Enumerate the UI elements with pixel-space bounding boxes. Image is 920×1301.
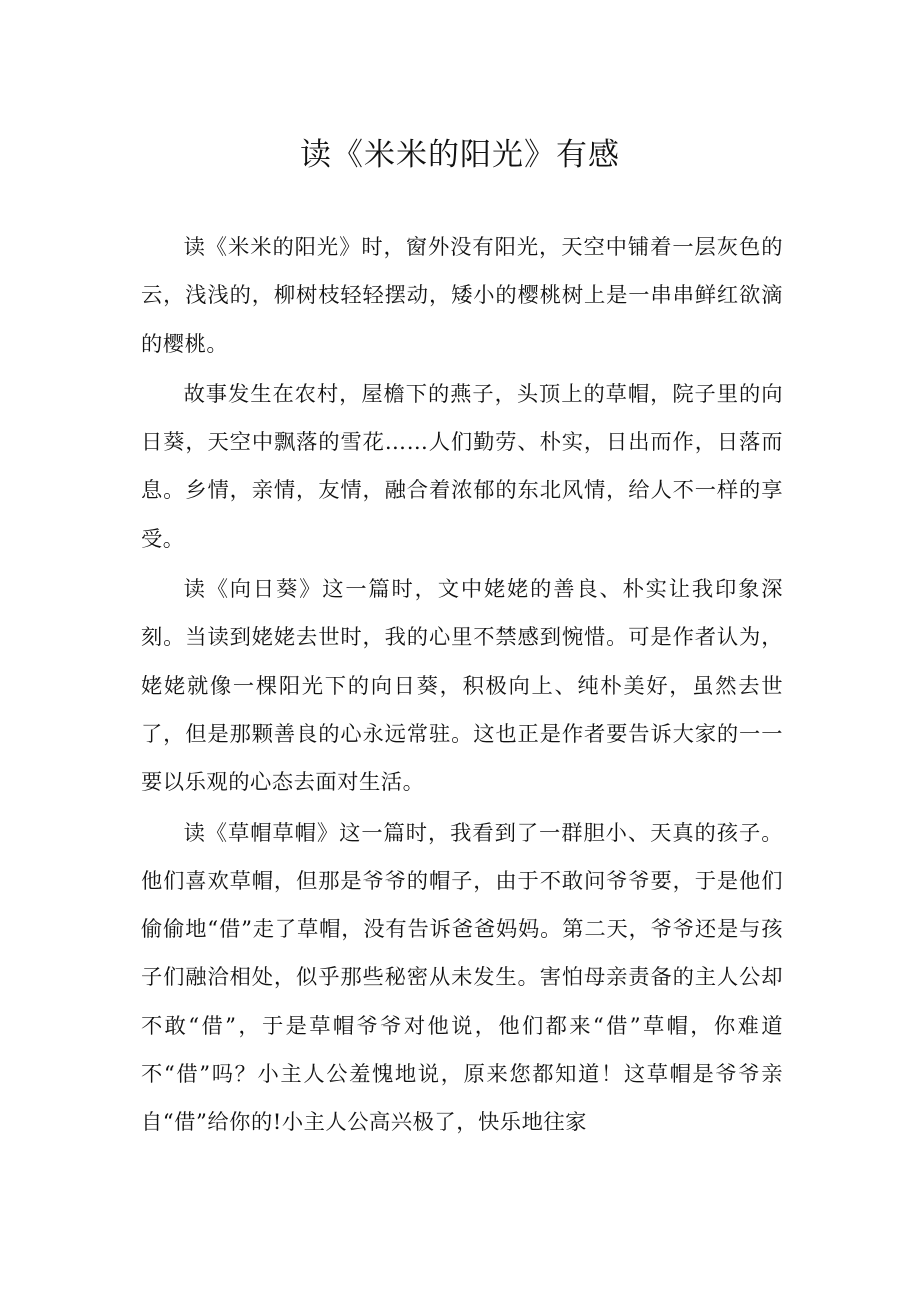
paragraph: 读《草帽草帽》这一篇时，我看到了一群胆小、天真的孩子。他们喜欢草帽，但那是爷爷的帽子，由于不敢问爷爷要，于是他们偷偷地“借”走了草帽，没有告诉爸爸妈妈。第二天，爷爷还是与孩子们融洽相处，似乎那些秘密从未发生。害怕母亲责备的主人公却不敢“借”，于是草帽爷爷对他说，他们都来“借”草帽，你难道不“借”吗？小主人公羞愧地说，原来您都知道！这草帽是爷爷亲自“借”给你的!小主人公高兴极了，快乐地往家 — [141, 820, 783, 1136]
paragraph: 读《向日葵》这一篇时，文中姥姥的善良、朴实让我印象深刻。当读到姥姥去世时，我的心里不禁感到惋惜。可是作者认为，姥姥就像一棵阳光下的向日葵，积极向上、纯朴美好，虽然去世了，但是那颗善良的心永远常驻。这也正是作者要告诉大家的一一要以乐观的心态去面对生活。 — [141, 577, 783, 796]
paragraph: 读《米米的阳光》时，窗外没有阳光，天空中铺着一层灰色的云，浅浅的，柳树枝轻轻摆动，矮小的樱桃树上是一串串鲜红欲滴的樱桃。 — [141, 235, 783, 357]
paragraph: 故事发生在农村，屋檐下的燕子，头顶上的草帽，院子里的向日葵，天空中飘落的雪花……人们勤劳、朴实，日出而作，日落而息。乡情，亲情，友情，融合着浓郁的东北风情，给人不一样的享受。 — [141, 381, 783, 552]
document-body — [141, 224, 783, 1150]
document-title: 读《米米的阳光》有感 — [300, 137, 620, 173]
